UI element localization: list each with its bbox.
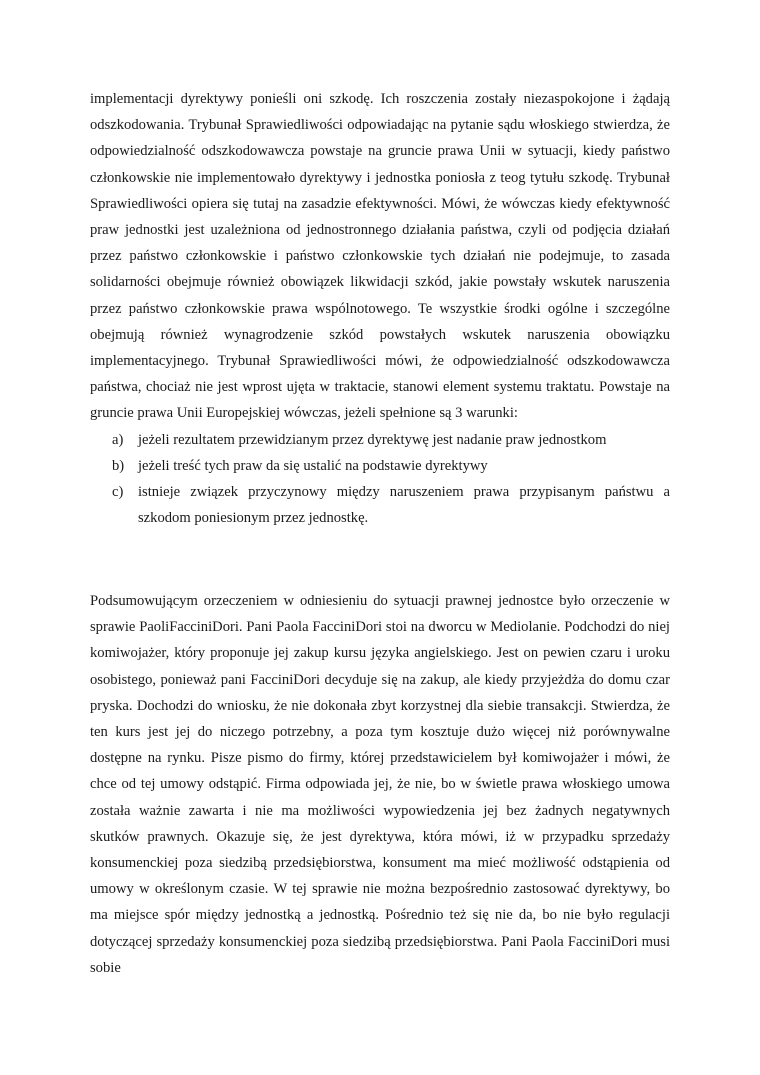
text-block-top — [90, 86, 670, 531]
condition-marker: c) — [112, 484, 124, 501]
condition-b — [90, 453, 670, 479]
paragraph-dyrektywa-odszkodowanie: implementacji dyrektywy ponieśli oni szkodę. Ich roszczenia zostały niezaspokojone i żądają odszkodowania. Trybunał Sprawiedliwości odpowiadając na pytanie sądu włoskiego stwierdza, że odpowiedzialność odszkodowawcza powstaje na gruncie prawa Unii w sytuacji, kiedy państwo członkowskie nie implementowało dyrektywy i jednostka poniosła z teog tytułu szkodę. Trybunał Sprawiedliwości opiera się tutaj na zasadzie efektywności. Mówi, że wówczas kiedy efektywność praw jednostki jest uzależniona od jednostronnego działania państwa, czyli od podjęcia działań przez państwo członkowskie i państwo członkowskie tych działań nie podejmuje, to zasada solidarności obejmuje również obowiązek likwidacji szkód, jakie powstały wskutek naruszenia przez państwo członkowskie prawa wspólnotowego. Te wszystkie środki ogólne i szczególne obejmują również wynagrodzenie szkód powstałych wskutek naruszenia obowiązku implementacyjnego. Trybunał Sprawiedliwości mówi, że odpowiedzialność odszkodowawcza państwa, chociaż nie jest wprost ujęta w traktacie, stanowi element systemu traktatu. Powstaje na gruncie prawa Unii Europejskiej wówczas, jeżeli spełnione są 3 warunki: — [90, 91, 670, 422]
paragraph-faccini-dori: Podsumowującym orzeczeniem w odniesieniu do sytuacji prawnej jednostce było orzeczenie w sprawie PaoliFacciniDori. Pani Paola FacciniDori stoi na dworcu w Mediolanie. Podchodzi do niej komiwojażer, który proponuje jej zakup kursu języka angielskiego. Jest on pewien czaru i uroku osobistego, ponieważ pani FacciniDori decyduje się na zakup, ale kiedy przyjeżdża do domu czar pryska. Dochodzi do wniosku, że nie dokonała zbyt korzystnej dla siebie transakcji. Stwierdza, że ten kurs jest jej do niczego potrzebny, a poza tym kosztuje dużo więcej niż porównywalne dostępne na rynku. Pisze pismo do firmy, której przedstawicielem był komiwojażer i mówi, że chce od tej umowy odstąpić. Firma odpowiada jej, że nie, bo w świetle prawa włoskiego umowa została ważnie zawarta i nie ma możliwości wypowiedzenia jej bez żadnych negatywnych skutków prawnych. Okazuje się, że jest dyrektywa, która mówi, iż w przypadku sprzedaży konsumenckiej poza siedzibą przedsiębiorstwa, konsument ma mieć możliwość odstąpienia od umowy w określonym czasie. W tej sprawie nie można bezpośrednio zastosować dyrektywy, bo ma miejsce spór między jednostką a jednostką. Pośrednio też się nie da, bo nie było regulacji dotyczącej sprzedaży konsumenckiej poza siedzibą przedsiębiorstwa. Pani Paola FacciniDori musi sobie — [90, 593, 670, 976]
text-block-bottom — [90, 588, 670, 981]
condition-text: jeżeli treść tych praw da się ustalić na podstawie dyrektywy — [138, 457, 488, 474]
conditions-list — [90, 427, 670, 532]
condition-a — [90, 427, 670, 453]
condition-text: istnieje związek przyczynowy między naruszeniem prawa przypisanym państwu a szkodom poniesionym przez jednostkę. — [138, 484, 670, 527]
condition-marker: b) — [112, 457, 125, 474]
condition-c — [90, 479, 670, 531]
condition-text: jeżeli rezultatem przewidzianym przez dyrektywę jest nadanie praw jednostkom — [138, 431, 607, 448]
condition-marker: a) — [112, 431, 124, 448]
